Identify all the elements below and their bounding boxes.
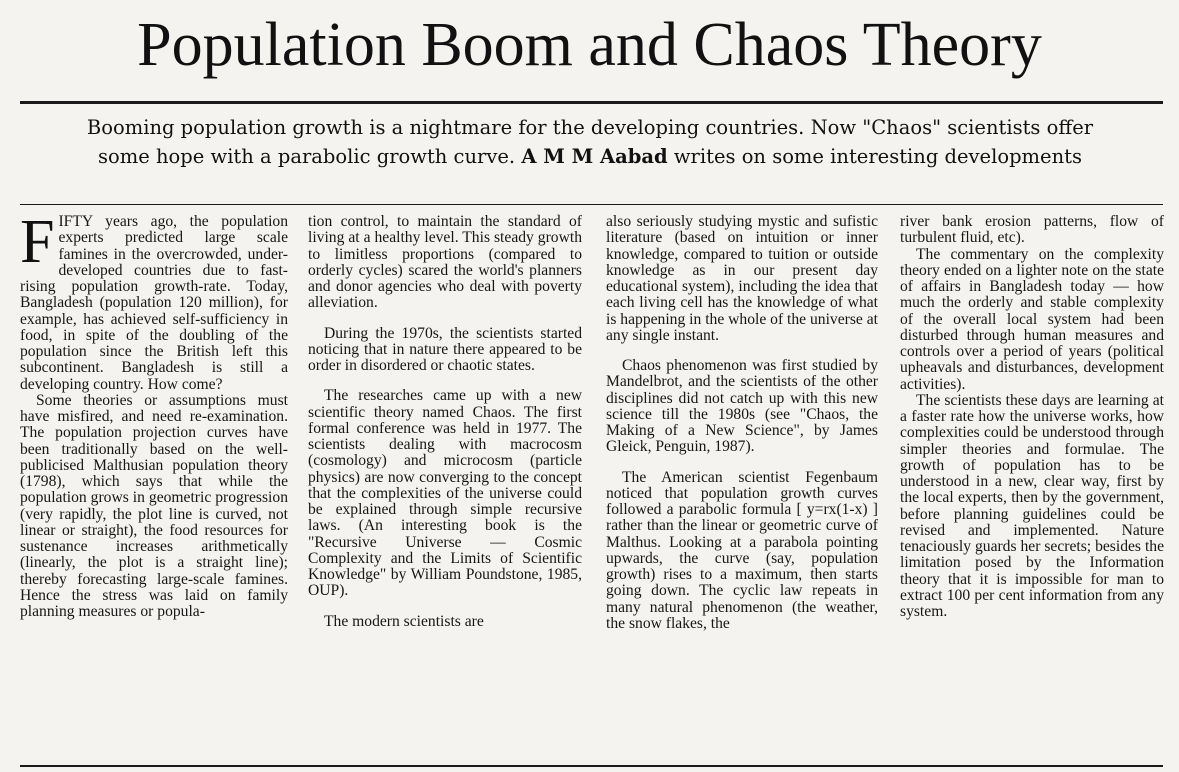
paragraph: Some theories or assumptions must have misfired, and need re-examination. The population projection curves have been traditionally based on the well-publicised Malthusian population theory (1798), which says that while the population grows in geometric progression (very rapidly, the plot line is curved, not linear or straight), the food resources for sustenance increases arithmetically (linearly, the plot is a straight line); thereby forecasting large-scale famines. Hence the stress was laid on family planning measures or popula- xyxy=(20,391,288,620)
paragraph: river bank erosion patterns, flow of turbulent fluid, etc). xyxy=(900,214,1164,247)
paragraph: also seriously studying mystic and sufistic literature (based on intuition or inner knowledge, compared to tuition or outside knowledge as in our present day educational system), including the idea that each living cell has the knowledge of what is happening in the whole of the universe at any single instant. xyxy=(606,214,878,344)
drop-cap: F xyxy=(20,214,55,276)
paragraph: The commentary on the complexity theory ended on a lighter note on the state of affairs in Bangladesh today — how much the orderly and stable complexity of the overall local system had been disturbed through human measures and controls over a period of years (political upheavals and disturbances, development activities). xyxy=(900,245,1164,393)
headline-rule xyxy=(20,101,1163,104)
article-column-4 xyxy=(900,214,1164,764)
article-column-3 xyxy=(606,214,878,764)
deck-text-end: writes on some interesting developments xyxy=(673,145,1082,168)
deck xyxy=(60,113,1120,171)
paragraph: Chaos phenomenon was first studied by Mandelbrot, and the scientists of the other disciplines did not catch up with this new science till the 1980s (see "Chaos, the Making of a New Science", by James Gleick, Penguin, 1987). xyxy=(606,357,878,456)
article-column-1 xyxy=(20,214,288,764)
paragraph: The researches came up with a new scientific theory named Chaos. The first formal conference was held in 1977. The scientists dealing with macrocosm (cosmology) and microcosm (particle physics) are now converging to the concept that the complexities of the universe could be explained through simple recursive laws. (An interesting book is the "Recursive Universe — Cosmic Complexity and the Limits of Scientific Knowledge" by William Poundstone, 1985, OUP). xyxy=(308,387,582,600)
paragraph-text: IFTY years ago, the population experts predicted large scale famines in the overcrowded, under-developed countries due to fast-rising population growth-rate. Today, Bangladesh (population 120 million), for example, has achieved self-sufficiency in food, in spite of the doubling of the population since the British left this subcontinent. Bangladesh is still a developing country. How come? xyxy=(20,214,288,393)
paragraph: tion control, to maintain the standard of living at a healthy level. This steady growth to limitless proportions (compared to orderly cycles) scared the world's planners and donor agencies who deal with poverty alleviation. xyxy=(308,214,582,312)
paragraph: The scientists these days are learning at a faster rate how the universe works, how complexities could be understood through simpler theories and formulae. The growth of population has to be understood in a new, clear way, first by the local experts, then by the government, before planning guidelines could be revised and implemented. Nature tenaciously guards her secrets; besides the limitation posed by the Information theory that it is impossible for man to extract 100 per cent information from any system. xyxy=(900,391,1164,620)
paragraph: The American scientist Fegenbaum noticed that population growth curves followed a parabolic formula [ y=rx(1-x) ] rather than the linear or geometric curve of Malthus. Looking at a parabola pointing upwards, the curve (say, population growth) rises to a maximum, then starts going down. The cyclic law repeats in many natural phenomenon (the weather, the snow flakes, the xyxy=(606,468,878,632)
paragraph xyxy=(20,214,288,393)
paragraph: The modern scientists are xyxy=(324,612,484,630)
bottom-rule xyxy=(20,765,1163,767)
deck-rule xyxy=(20,204,1163,205)
article-column-2 xyxy=(308,214,582,764)
deck-text: Booming population growth is a nightmare for the developing countries. Now "Chaos" scientists offer some hope with a parabolic growth curve. xyxy=(86,116,1094,168)
paragraph: During the 1970s, the scientists started noticing that in nature there appeared to be order in disordered or chaotic states. xyxy=(308,324,582,374)
author-byline: A M M Aabad xyxy=(521,145,668,168)
headline: Population Boom and Chaos Theory xyxy=(137,11,1042,79)
